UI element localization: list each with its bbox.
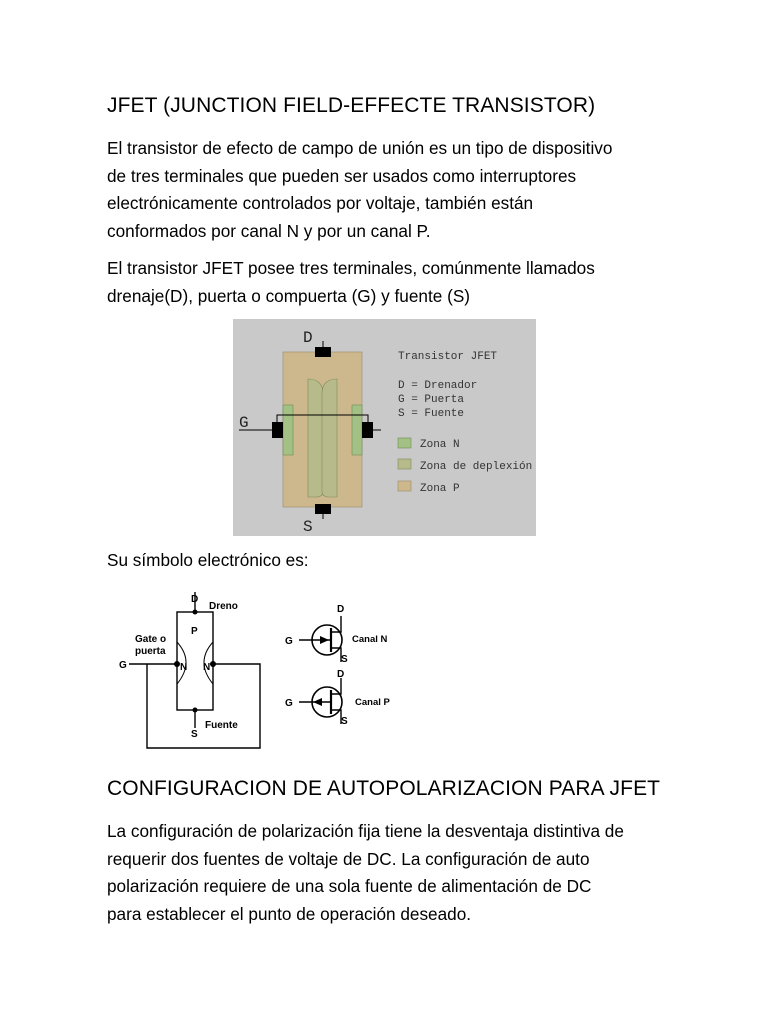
def-source: S = Fuente — [398, 408, 465, 420]
text-line: para establecer el punto de operación deseado. — [107, 903, 472, 924]
canal-n-drain-line — [331, 616, 341, 632]
text-line: La configuración de polarización fija tiene la desventaja distintiva de — [107, 821, 624, 841]
text-line: drenaje(D), puerta o compuerta (G) y fuente (S) — [107, 285, 471, 306]
right-n-zone — [352, 405, 362, 455]
text-line: El transistor de efecto de campo de unión es un tipo de dispositivo — [107, 138, 613, 158]
canal-n-g: G — [285, 636, 293, 647]
drain-terminal — [315, 347, 331, 357]
gate-terminal-right — [362, 422, 373, 438]
canal-p-arrow — [313, 698, 322, 706]
source-label: S — [303, 518, 313, 536]
legend-swatch-depletion — [398, 459, 411, 469]
symbol-intro — [107, 547, 677, 575]
text-line: conformados por canal N y por un canal P. — [107, 220, 431, 241]
drain-label: D — [303, 329, 313, 347]
canal-p-d: D — [337, 669, 345, 680]
s-label: S — [191, 729, 198, 740]
left-depletion-zone — [308, 379, 323, 497]
canal-p-s: S — [341, 716, 348, 727]
drain-node — [193, 610, 198, 615]
legend-swatch-p — [398, 481, 411, 491]
puerta-label: puerta — [135, 646, 166, 657]
legend-label-n: Zona N — [420, 439, 460, 451]
d-label: D — [191, 594, 199, 605]
n-right-label: N — [203, 662, 211, 673]
canal-n-s: S — [341, 654, 348, 665]
legend-swatch-n — [398, 438, 411, 448]
fuente-label: Fuente — [205, 720, 238, 731]
g-label: G — [119, 660, 127, 671]
canal-p-label: Canal P — [355, 697, 390, 708]
text-line: polarización requiere de una sola fuente de alimentación de DC — [107, 876, 592, 897]
canal-n-arrow — [320, 636, 329, 644]
source-node — [193, 708, 198, 713]
canal-n-d: D — [337, 604, 345, 615]
intro-paragraph — [107, 135, 677, 245]
text-line: electrónicamente controlados por voltaje, también están — [107, 193, 534, 214]
def-drain: D = Drenador — [398, 380, 478, 392]
legend-label-depletion: Zona de deplexión — [420, 461, 533, 473]
canal-n-source-line — [331, 648, 341, 662]
section-heading: CONFIGURACION DE AUTOPOLARIZACION PARA JFET — [107, 777, 661, 800]
canal-n-label: Canal N — [352, 634, 388, 645]
right-depletion-zone — [322, 379, 337, 497]
text-line: El transistor JFET posee tres terminales, comúnmente llamados — [107, 258, 595, 278]
text-line: Su símbolo electrónico es: — [107, 550, 309, 570]
gate-loop-wire — [147, 664, 260, 748]
config-paragraph — [107, 818, 677, 928]
gate-label: G — [239, 414, 249, 432]
gate-o-label: Gate o — [135, 634, 167, 645]
page-title: JFET (JUNCTION FIELD-EFFECTE TRANSISTOR) — [107, 94, 596, 117]
canal-p-g: G — [285, 698, 293, 709]
p-label: P — [191, 626, 198, 637]
terminals-paragraph — [107, 255, 677, 310]
left-n-zone — [283, 405, 293, 455]
canal-p-drain-line — [331, 678, 341, 694]
canal-p-source-line — [331, 710, 341, 724]
legend-label-p: Zona P — [420, 483, 460, 495]
source-terminal — [315, 504, 331, 514]
def-gate: G = Puerta — [398, 394, 465, 406]
gate-terminal-left — [272, 422, 283, 438]
jfet-symbol-figure — [115, 590, 405, 755]
figure-title: Transistor JFET — [398, 351, 498, 363]
text-line: requerir dos fuentes de voltaje de DC. La configuración de auto — [107, 848, 590, 869]
text-line: de tres terminales que pueden ser usados como interruptores — [107, 165, 577, 186]
n-left-label: N — [180, 662, 188, 673]
dreno-label: Dreno — [209, 601, 238, 612]
jfet-structure-figure — [233, 319, 536, 536]
